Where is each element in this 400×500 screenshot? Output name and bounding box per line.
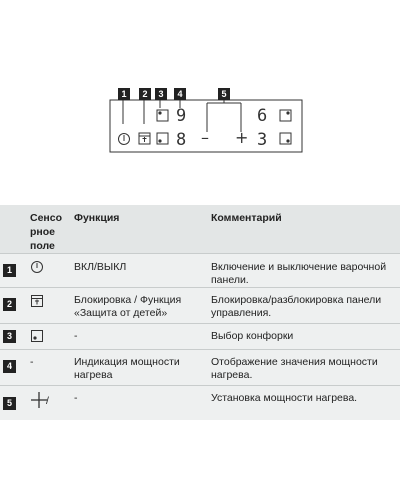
callout-2: 2 (139, 88, 151, 100)
row-sensor: - (30, 356, 34, 368)
row-number: 1 (3, 264, 16, 277)
zone-select-icon (157, 133, 168, 144)
power-level-display-top-right: 6 (257, 106, 268, 126)
table-header (0, 205, 400, 253)
power-icon (119, 134, 130, 145)
panel-outline (0, 0, 400, 200)
table-row (0, 385, 400, 420)
controls-table (0, 205, 400, 420)
row-function: ВКЛ/ВЫКЛ (74, 261, 127, 273)
row-number: 3 (3, 330, 16, 343)
callout-4: 4 (174, 88, 186, 100)
power-level-display-bottom-right: 3 (257, 130, 268, 150)
minus-icon: – (201, 128, 209, 147)
lock-icon (139, 133, 150, 144)
power-icon (30, 260, 44, 274)
header-function: Функция (74, 212, 120, 224)
callout-5: 5 (218, 88, 230, 100)
row-function: - (74, 330, 78, 342)
callout-3: 3 (155, 88, 167, 100)
header-sensor: Сенсо рное поле (30, 212, 63, 252)
row-comment: Выбор конфорки (211, 330, 294, 342)
zone-select-icon (30, 329, 44, 343)
row-comment: Отображение значения мощности нагрева. (211, 356, 378, 381)
row-function: - (74, 392, 78, 404)
table-row (0, 287, 400, 324)
row-function: Блокировка / Функция «Защита от детей» (74, 294, 182, 319)
row-comment: Включение и выключение варочной панели. (211, 261, 387, 286)
control-panel-diagram (0, 0, 400, 200)
power-level-display-top: 9 (176, 106, 187, 126)
zone-select-icon (157, 110, 168, 121)
lock-icon (30, 294, 44, 308)
power-level-display-bottom: 8 (176, 130, 187, 150)
row-comment: Блокировка/разблокировка панели управления. (211, 294, 382, 319)
callout-1: 1 (118, 88, 130, 100)
row-sensor-suffix: / (46, 395, 49, 407)
table-row (0, 253, 400, 288)
zone-select-icon (280, 110, 291, 121)
header-comment: Комментарий (211, 212, 282, 224)
row-number: 4 (3, 360, 16, 373)
table-row (0, 349, 400, 386)
row-number: 2 (3, 298, 16, 311)
plus-icon: + (235, 128, 249, 147)
row-number: 5 (3, 397, 16, 410)
row-function: Индикация мощности нагрева (74, 356, 180, 381)
row-comment: Установка мощности нагрева. (211, 392, 358, 404)
table-row (0, 323, 400, 350)
zone-select-icon (280, 133, 291, 144)
